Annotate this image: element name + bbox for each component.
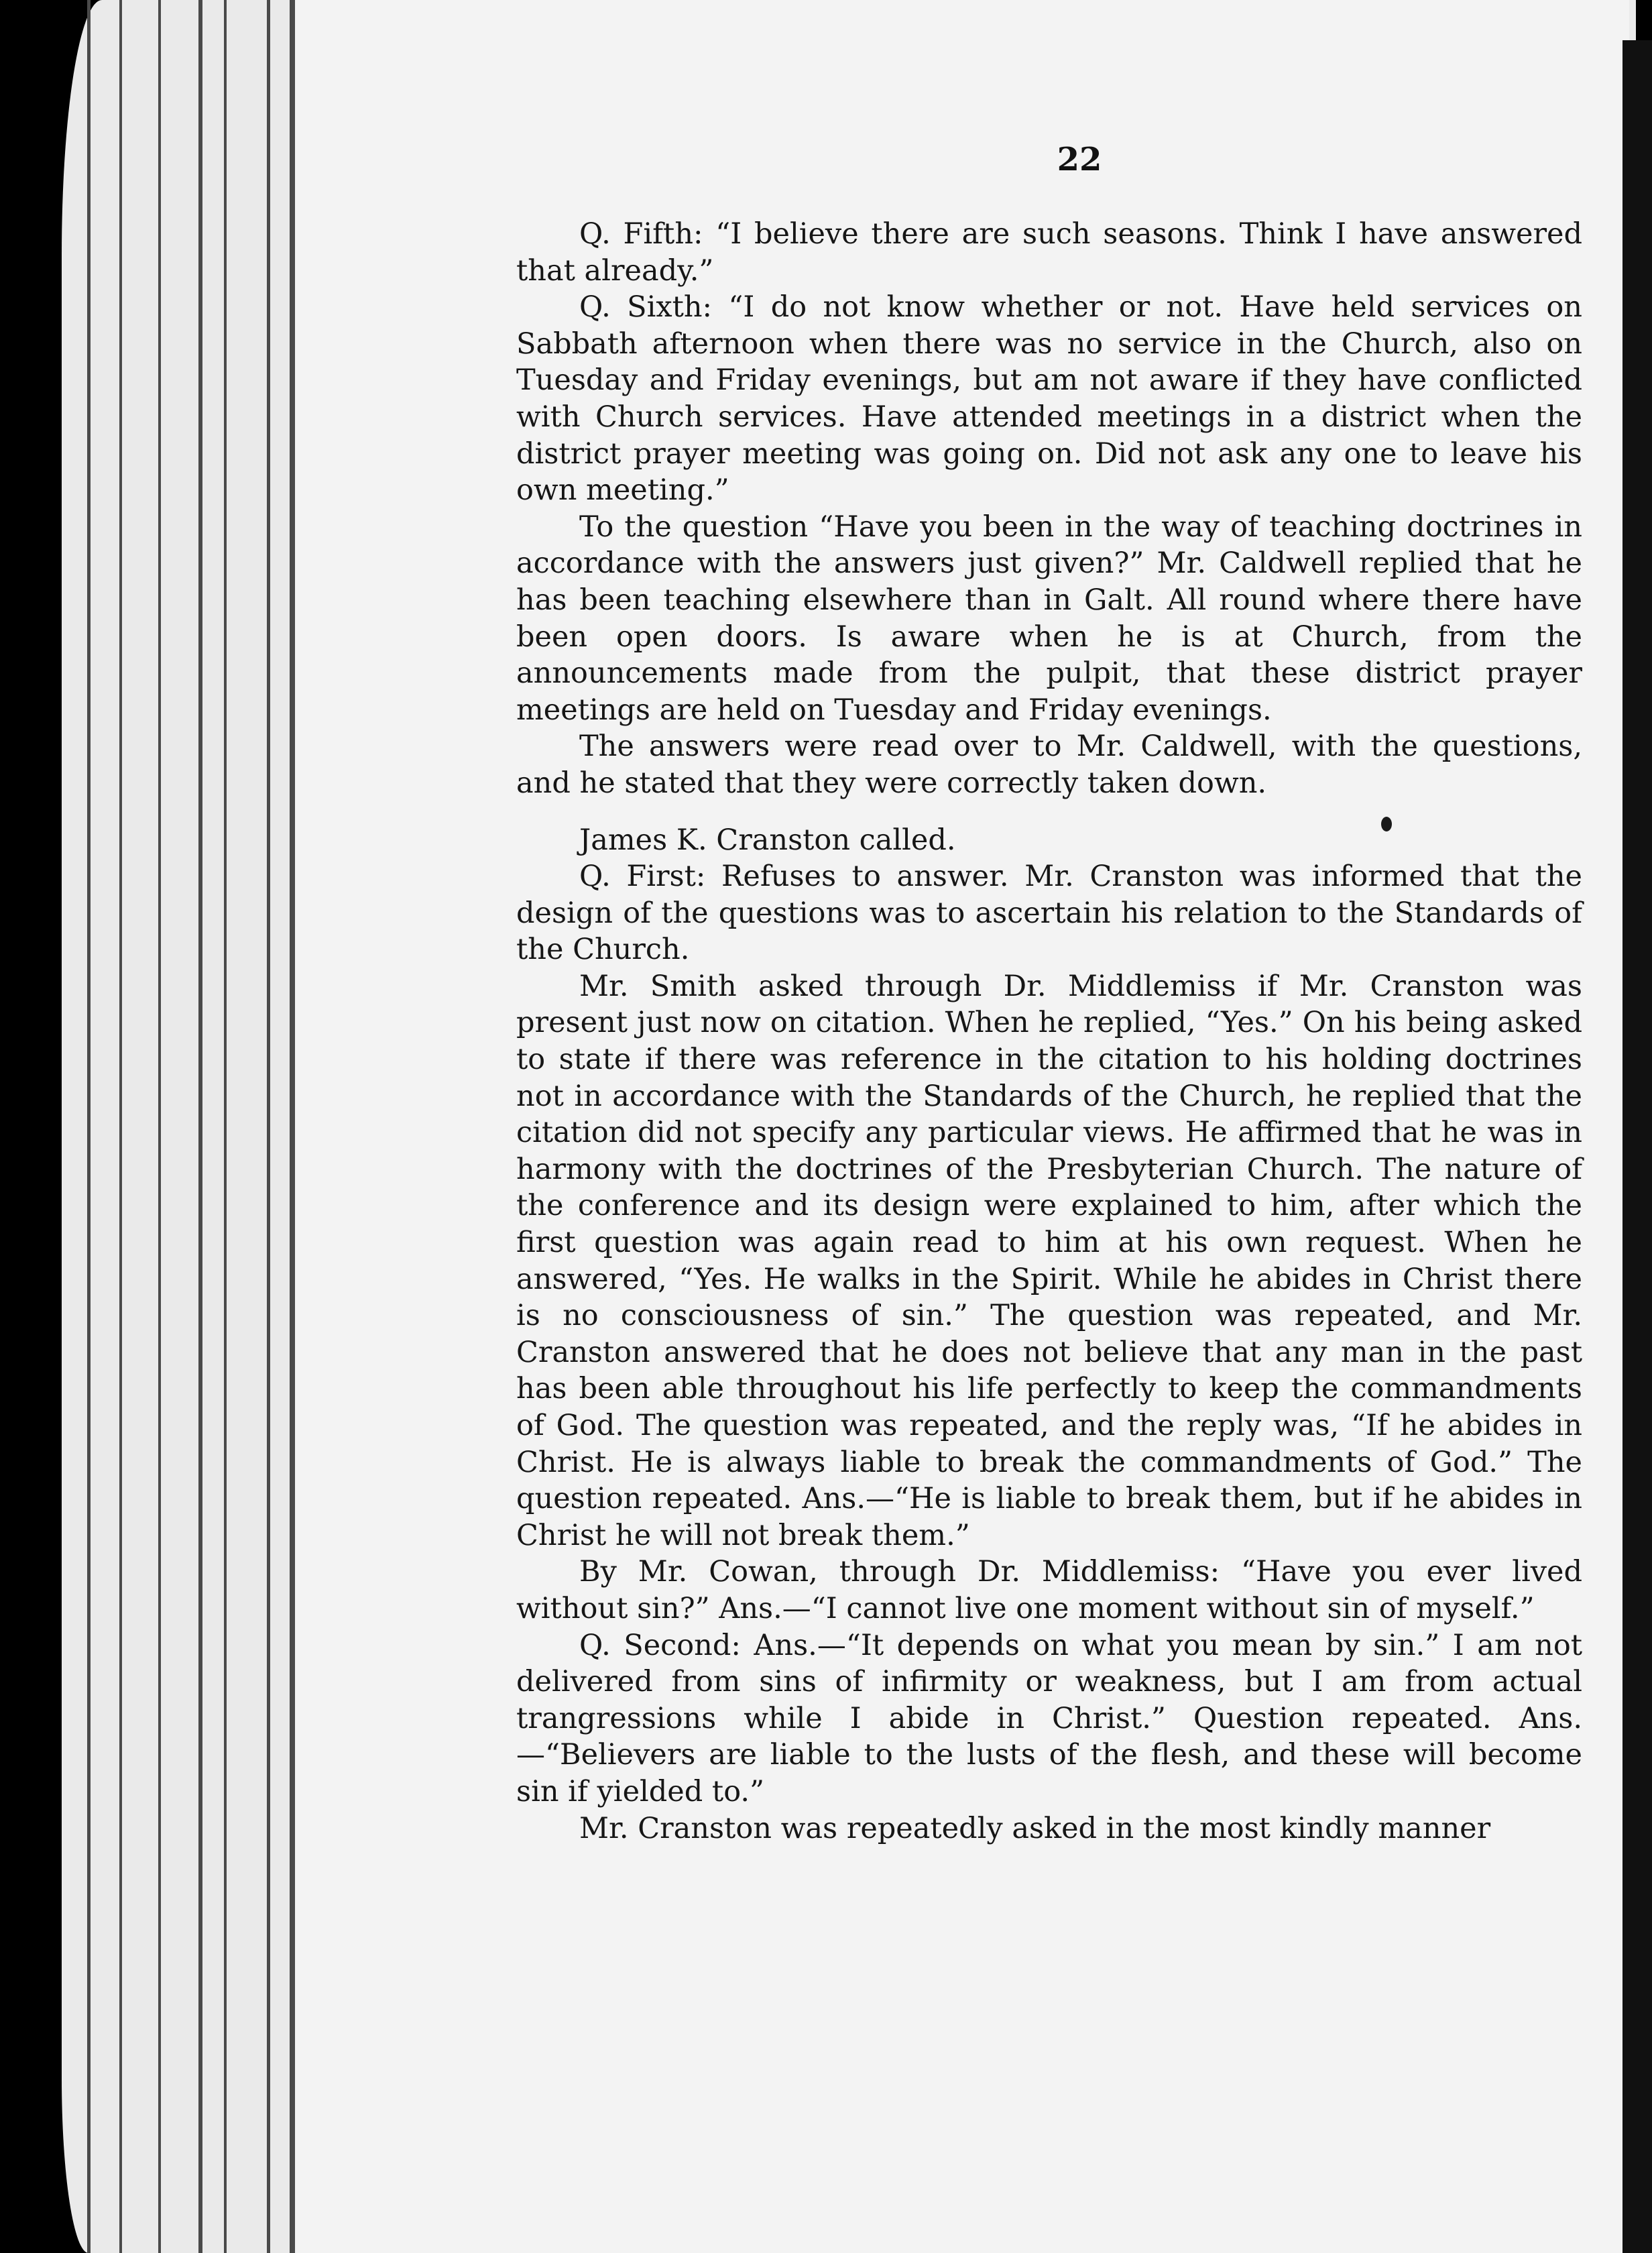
- paragraph-cranston-asked: Mr. Cranston was repeatedly asked in the most kindly manner: [579, 1811, 1491, 1845]
- paragraph-answers-read-over: The answers were read over to Mr. Caldwell, with the questions, and he stated that they were correctly taken down.: [516, 730, 1582, 800]
- paragraph-q-second: Q. Second: Ans.—“It depends on what you mean by sin.” I am not delivered from sins of infirmity or weakness, but I am from actual trangressions while I abide in Christ.” Question repeated. Ans.—“Believers are liable to the lusts of the flesh, and these will become sin if yielded to.”: [516, 1628, 1582, 1808]
- page-edge-line: [87, 0, 91, 2253]
- paragraph-q-first: Q. First: Refuses to answer. Mr. Cranston was informed that the design of the questions was to ascertain his relation to the Standards of the Church.: [516, 860, 1582, 967]
- paragraph-question-teaching: To the question “Have you been in the way of teaching doctrines in accordance with the answers just given?” Mr. Caldwell replied that he has been teaching elsewhere than in Galt. All round where there have been open doors. Is aware when he is at Church, from the announcements made from the pulpit, that these district prayer meetings are held on Tuesday and Friday evenings.: [516, 510, 1582, 727]
- paragraph-mr-cowan: By Mr. Cowan, through Dr. Middlemiss: “Have you ever lived without sin?” Ans.—“I cannot live one moment without sin of myself.”: [516, 1555, 1582, 1625]
- right-page-rim: [1622, 40, 1652, 2253]
- page-edge-line: [290, 0, 295, 2253]
- page-edge-line: [119, 0, 122, 2253]
- page-edge-line: [267, 0, 270, 2253]
- ink-smudge: [1381, 817, 1392, 831]
- page-edge-line: [224, 0, 227, 2253]
- paragraph-cranston-called: James K. Cranston called.: [579, 823, 956, 857]
- page-edge-line: [198, 0, 202, 2253]
- paragraph-mr-smith: Mr. Smith asked through Dr. Middlemiss if Mr. Cranston was present just now on citation. When he replied, “Yes.” On his being asked to state if there was reference in the citation to his holding doctrines not in accordance with the Standards of the Church, he replied that the citation did not specify any particular views. He affirmed that he was in harmony with the doctrines of the Presbyterian Church. The nature of the conference and its design were explained to him, after which the first question was again read to him at his own request. When he answered, “Yes. He walks in the Spirit. While he abides in Christ there is no consciousness of sin.” The question was repeated, and Mr. Cranston answered that he does not believe that any man in the past has been able throughout his life perfectly to keep the commandments of God. The question was repeated, and the reply was, “If he abides in Christ. He is always liable to break the commandments of God.” The question repeated. Ans.—“He is liable to break them, but if he abides in Christ he will not break them.”: [516, 969, 1582, 1552]
- paragraph-q-fifth: Q. Fifth: “I believe there are such seasons. Think I have answered that already.”: [516, 217, 1582, 288]
- page-edge-line: [158, 0, 161, 2253]
- body-text: [516, 216, 1582, 1847]
- paragraph-q-sixth: Q. Sixth: “I do not know whether or not. Have held services on Sabbath afternoon when there was no service in the Church, also on Tuesday and Friday evenings, but am not aware if they have conflicted with Church services. Have attended meetings in a district when the district prayer meeting was going on. Did not ask any one to leave his own meeting.”: [516, 290, 1582, 508]
- page-number: 22: [1057, 141, 1102, 178]
